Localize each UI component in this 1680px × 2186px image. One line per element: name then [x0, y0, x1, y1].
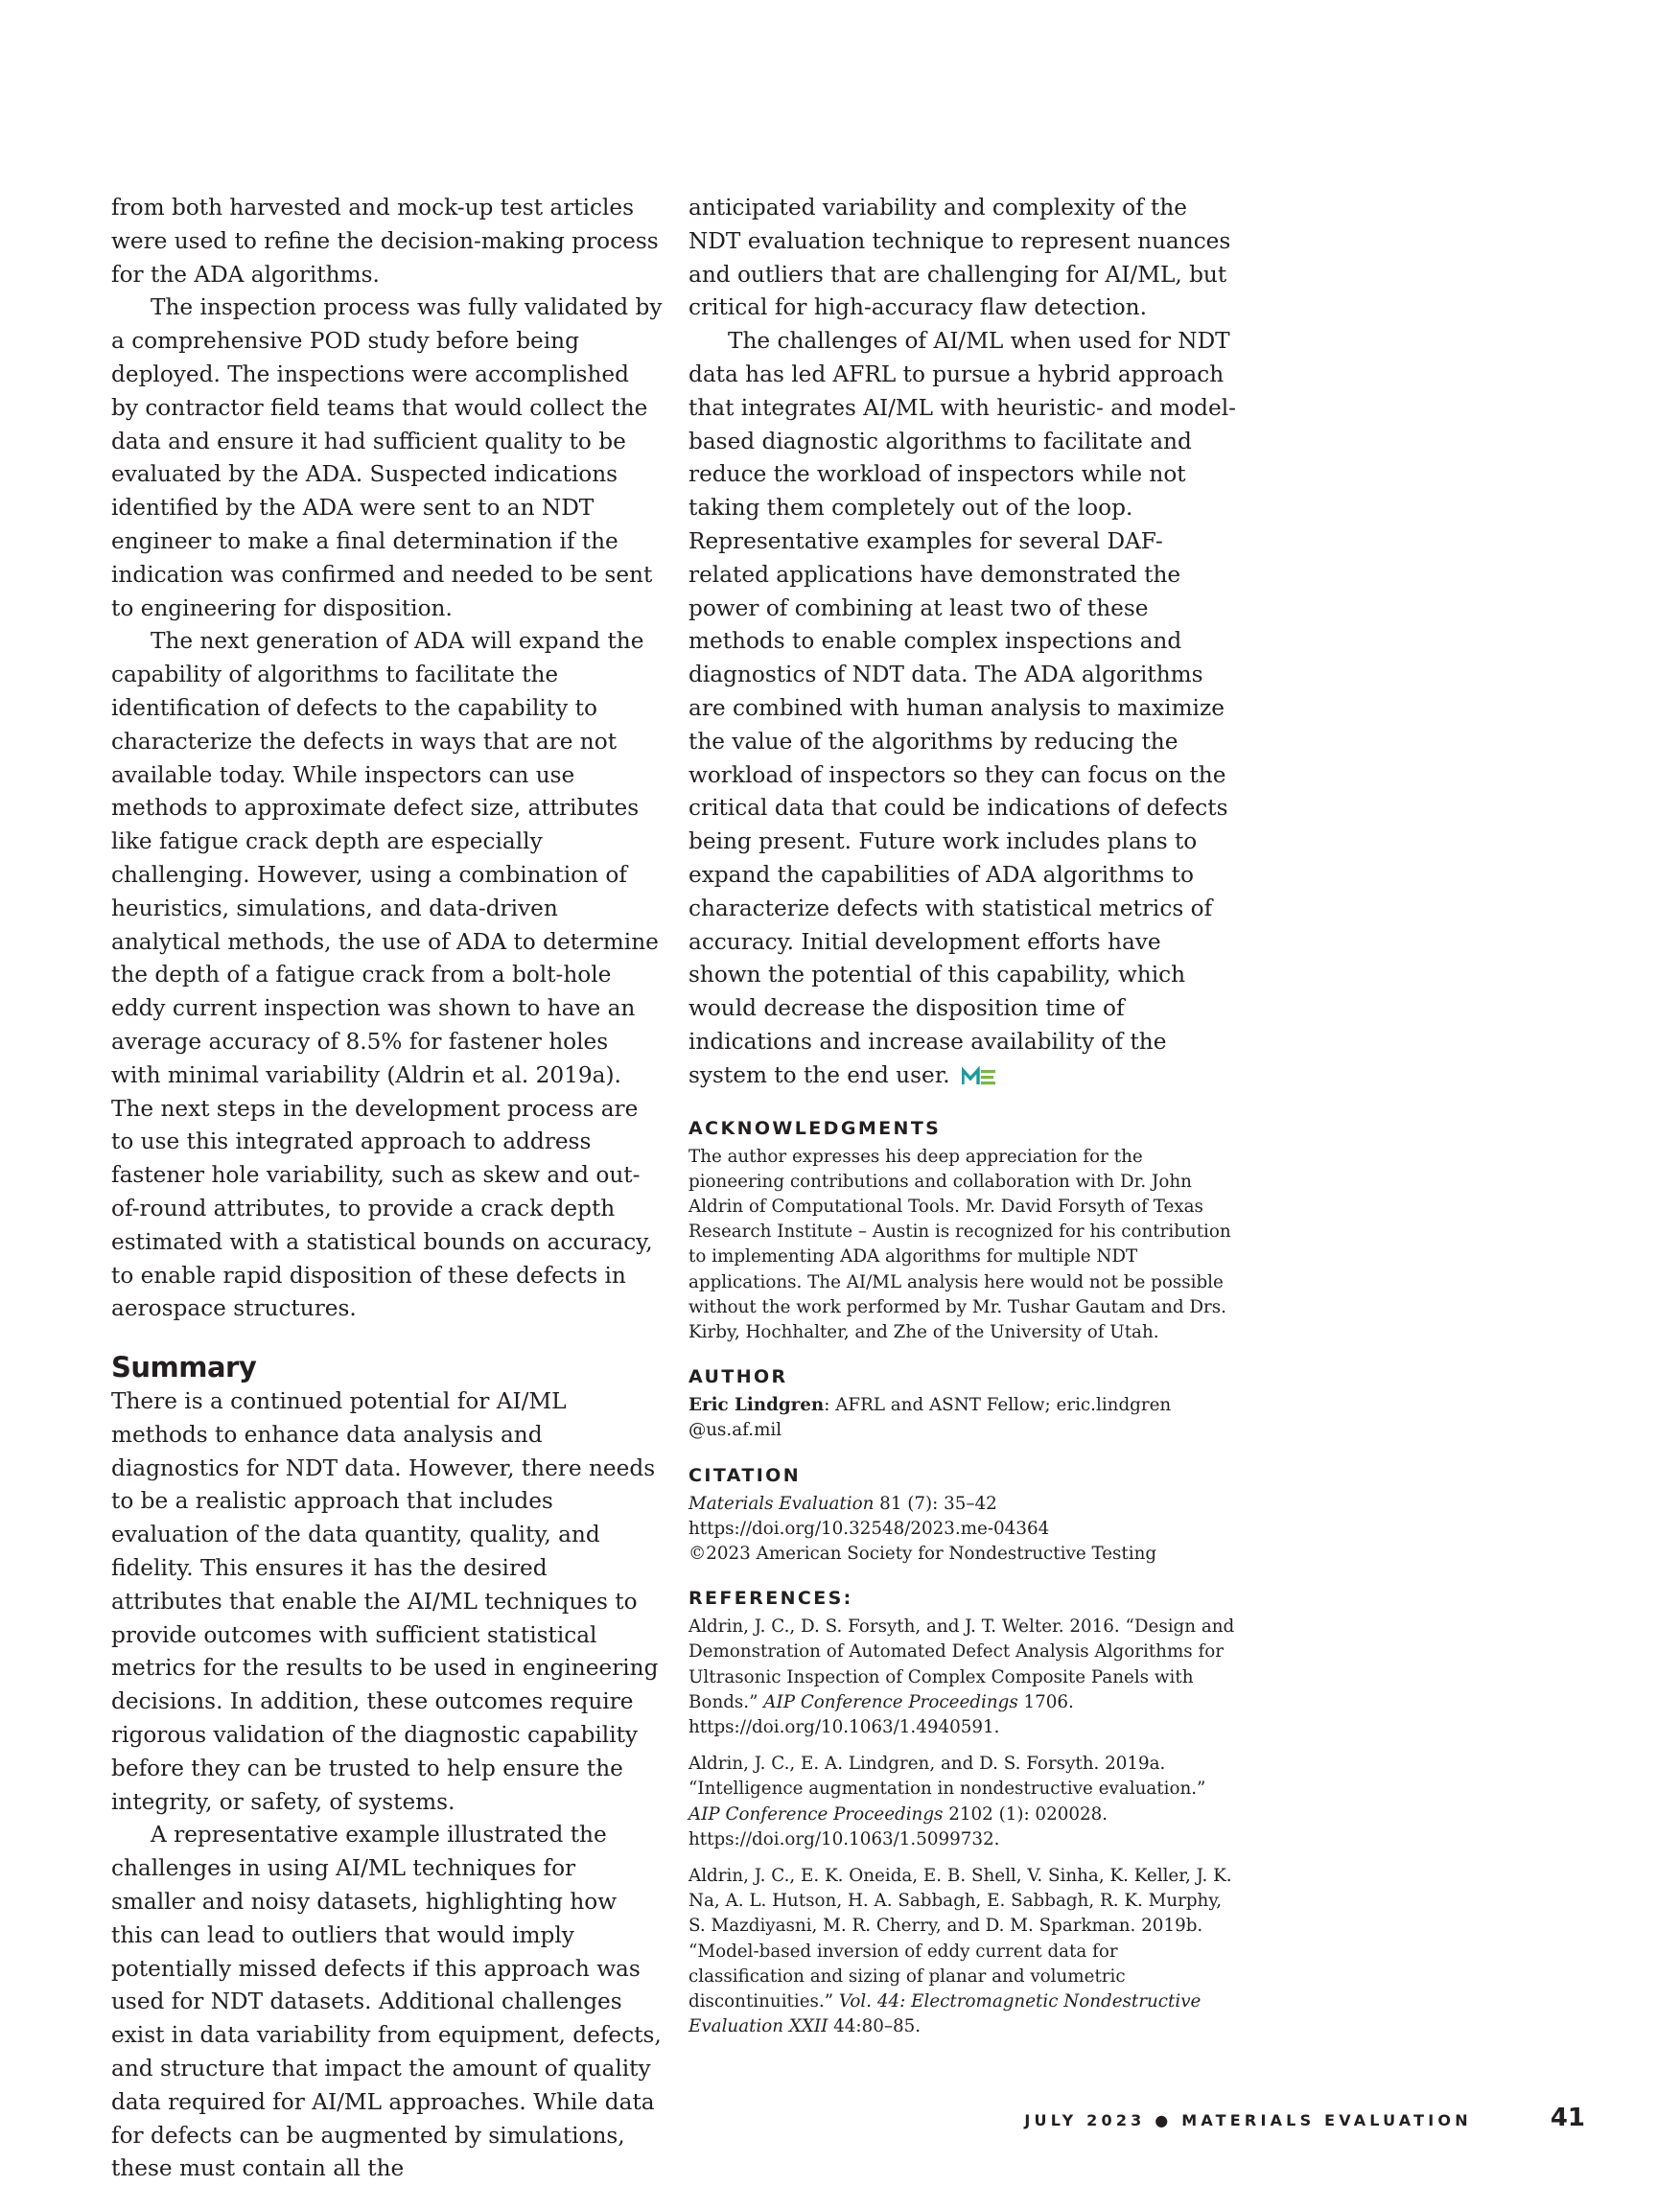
right-column	[688, 192, 1237, 2051]
author-details: : AFRL and ASNT Fellow; eric.lindgren @us.af.mil	[688, 1395, 1172, 1441]
body-paragraph: There is a continued potential for AI/ML methods to enhance data analysis and diagnostics for NDT data. However, there needs to be a realistic approach that includes evaluation of the data quantity, quality, and fidelity. This ensures it has the desired attributes that enable the AI/ML techniques to provide outcomes with sufficient statistical metrics for the results to be used in engineering decisions. In addition, these outcomes require rigorous validation of the diagnostic capability before they can be trusted to help ensure the integrity, or safety, of systems.	[111, 1388, 659, 1815]
page-footer	[1024, 2104, 1585, 2132]
citation-section	[688, 1463, 1237, 1568]
footer-running-title	[1024, 2111, 1471, 2129]
footer-date: JULY 2023	[1024, 2111, 1146, 2129]
body-paragraph	[688, 325, 1237, 1092]
body-paragraph: from both harvested and mock-up test articles were used to refine the decision-making process for the ADA algorithms.	[111, 195, 659, 288]
acknowledgments-heading: ACKNOWLEDGMENTS	[688, 1117, 942, 1139]
footer-bullet-icon: ●	[1155, 2111, 1173, 2129]
author-section	[688, 1364, 1237, 1443]
citation-volume: 81 (7): 35–42	[874, 1493, 997, 1514]
body-paragraph: anticipated variability and complexity of the NDT evaluation technique to represent nuances and outliers that are challenging for AI/ML, but critical for high-accuracy flaw detection.	[688, 195, 1231, 321]
closing-paragraph-text: The challenges of AI/ML when used for NDT data has led AFRL to pursue a hybrid approach that integrates AI/ML with heuristic- and model-based diagnostic algorithms to facilitate and reduce the workload of inspectors while not taking them completely out of the loop. Representative examples for several DAF-related applications have demonstrated the power of combining at least two of these methods to enable complex inspections and diagnostics of NDT data. The ADA algorithms are combined with human analysis to maximize the value of the algorithms by reducing the workload of inspectors so they can focus on the critical data that could be indications of defects being present. Future work includes plans to expand the capabilities of ADA algorithms to characterize defects with statistical metrics of accuracy. Initial development efforts have shown the potential of this capability, which would decrease the disposition time of indications and increase availability of the system to the end user.	[688, 328, 1236, 1088]
reference-item: Aldrin, J. C., E. K. Oneida, E. B. Shell, V. Sinha, K. Keller, J. K. Na, A. L. Hutson, H. A. Sabbagh, E. Sabbagh, R. K. Murphy, S. Mazdiyasni, M. R. Cherry, and D. M. Sparkman. 2019b. “Model-based inversion of eddy current data for classification and sizing of planar and volumetric discontinuities.” Vol. 44: Electromagnetic Nondestructive Evaluation XXII 44:80–85.	[688, 1865, 1232, 2037]
body-paragraph: A representative example illustrated the challenges in using AI/ML techniques for smaller and noisy datasets, highlighting how this can lead to outliers that would imply potentially missed defects if this approach was used for NDT datasets. Additional challenges exist in data variability from equipment, defects, and structure that impact the amount of quality data required for AI/ML approaches. While data for defects can be augmented by simulations, these must contain all the	[111, 1822, 662, 2182]
citation-doi: https://doi.org/10.32548/2023.me-04364	[688, 1518, 1050, 1539]
reference-item: Aldrin, J. C., D. S. Forsyth, and J. T. Welter. 2016. “Design and Demonstration of Automated Defect Analysis Algorithms for Ultrasonic Inspection of Complex Composite Panels with Bonds.” AIP Conference Proceedings 1706. https://doi.org/10.1063/1.4940591.	[688, 1616, 1235, 1737]
author-heading: AUTHOR	[688, 1366, 788, 1388]
citation-line	[688, 1492, 1237, 1517]
me-end-mark-icon	[962, 1066, 996, 1087]
acknowledgments-section	[688, 1116, 1237, 1346]
citation-copyright: ©2023 American Society for Nondestructive Testing	[688, 1543, 1157, 1564]
footer-journal: MATERIALS EVALUATION	[1181, 2111, 1472, 2129]
left-column	[111, 192, 663, 2186]
acknowledgments-text: The author expresses his deep appreciation for the pioneering contributions and collaboration with Dr. John Aldrin of Computational Tools. Mr. David Forsyth of Texas Research Institute – Austin is recognized for his contribution to implementing ADA algorithms for multiple NDT applications. The AI/ML analysis here would not be possible without the work performed by Mr. Tushar Gautam and Drs. Kirby, Hochhalter, and Zhe of the University of Utah.	[688, 1146, 1231, 1342]
citation-heading: CITATION	[688, 1464, 802, 1486]
references-section	[688, 1586, 1237, 2039]
summary-heading: Summary	[111, 1351, 257, 1384]
references-heading: REFERENCES:	[688, 1588, 853, 1610]
reference-item: Aldrin, J. C., E. A. Lindgren, and D. S. Forsyth. 2019a. “Intelligence augmentation in nondestructive evaluation.” AIP Conference Proceedings 2102 (1): 020028. https://doi.org/10.1063/1.5099732.	[688, 1754, 1206, 1849]
page-number: 41	[1550, 2104, 1585, 2132]
body-paragraph: The inspection process was fully validated by a comprehensive POD study before being deployed. The inspections were accomplished by contractor field teams that would collect the data and ensure it had sufficient quality to be evaluated by the ADA. Suspected indications identified by the ADA were sent to an NDT engineer to make a final determination if the indication was confirmed and needed to be sent to engineering for disposition.	[111, 294, 663, 621]
author-name: Eric Lindgren	[688, 1395, 825, 1416]
author-text	[688, 1393, 1237, 1443]
body-paragraph: The next generation of ADA will expand the capability of algorithms to facilitate the identification of defects to the capability to characterize the defects in ways that are not available today. While inspectors can use methods to approximate defect size, attributes like fatigue crack depth are especially challenging. However, using a combination of heuristics, simulations, and data-driven analytical methods, the use of ADA to determine the depth of a fatigue crack from a bolt-hole eddy current inspection was shown to have an average accuracy of 8.5% for fastener holes with minimal variability (Aldrin et al. 2019a). The next steps in the development process are to use this integrated approach to address fastener hole variability, such as skew and out-of-round attributes, to provide a crack depth estimated with a statistical bounds on accuracy, to enable rapid disposition of these defects in aerospace structures.	[111, 628, 659, 1322]
citation-journal: Materials Evaluation	[688, 1493, 875, 1514]
